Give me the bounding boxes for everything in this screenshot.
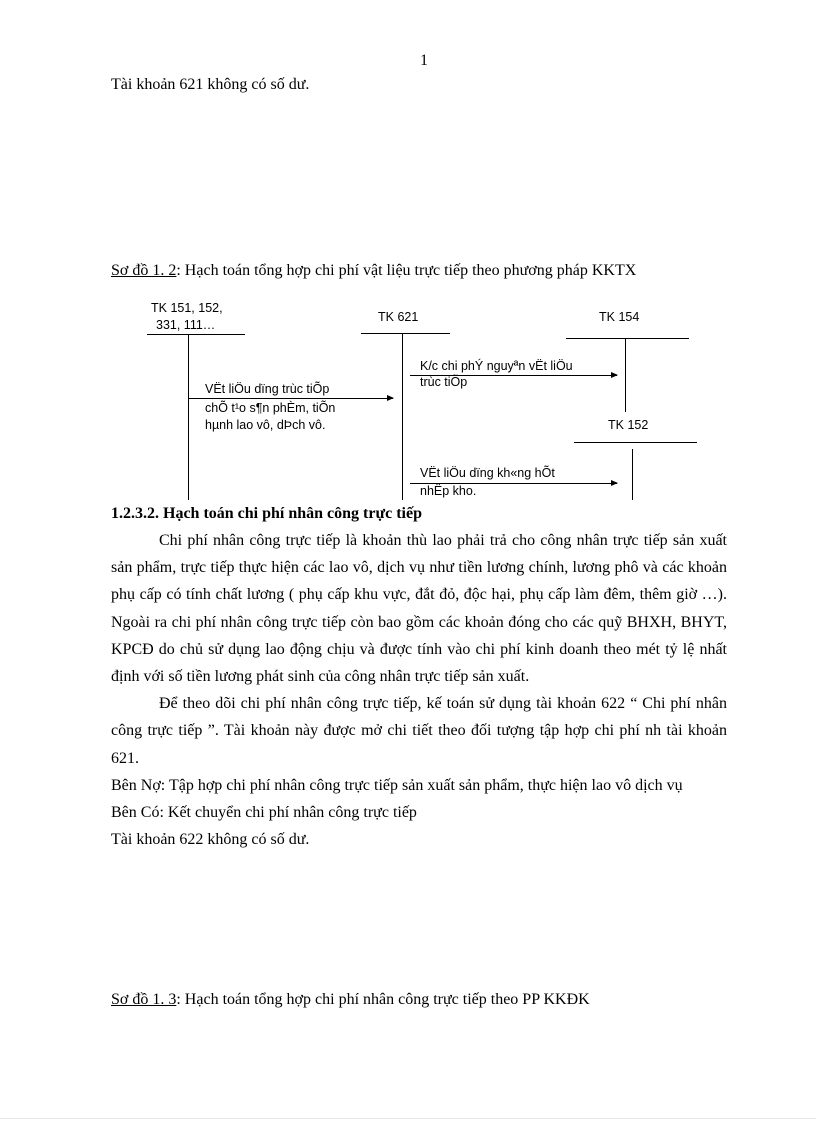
tk151-label-line2: 331, 111… xyxy=(156,318,216,332)
page-number: 1 xyxy=(420,52,428,69)
tk621-balance-line: Tài khoản 621 không có số dư. xyxy=(111,76,310,93)
tk151-top-rule xyxy=(147,334,245,335)
ben-no-line: Bên Nợ: Tập hợp chi phí nhân công trực tiếp sản xuất sản phẩm, thực hiện lao vô dịch vụ xyxy=(111,776,683,794)
diagram2-caption xyxy=(111,991,590,1009)
section-heading: 1.2.3.2. Hạch toán chi phí nhân công trực tiếp xyxy=(111,505,426,523)
tk152-vertical-rule xyxy=(632,449,633,500)
arrow1-label-line2: chÕ t¹o s¶n phÈm, tiÕn xyxy=(205,401,336,415)
tk621-vertical-rule xyxy=(402,333,403,500)
page-bottom-edge xyxy=(0,1118,816,1119)
arrow1-label-line1: VËt liÖu dïng trùc tiÕp xyxy=(205,382,330,396)
diagram2-caption-text: : Hạch toán tổng hợp chi phí nhân công trực tiếp theo PP KKĐK xyxy=(176,991,590,1008)
diagram1-caption-label: Sơ đồ 1. 2 xyxy=(111,262,177,279)
arrow3-label-line1: VËt liÖu dïng kh«ng hÕt xyxy=(420,466,555,480)
paragraph-2: Để theo dõi chi phí nhân công trực tiếp, kế toán sử dụng tài khoản 622 “ Chi phí nhân công trực tiếp ”. Tài khoản này được mở chi tiết theo đối tượng tập hợp chi phí nh tài khoản 621. xyxy=(111,695,727,767)
arrow2-label-line1: K/c chi phÝ nguyªn vËt liÖu xyxy=(420,359,573,373)
arrow1-label-line3: hµnh lao vô, dÞch vô. xyxy=(205,418,326,432)
body-text xyxy=(111,527,727,853)
diagram1-caption xyxy=(111,262,636,280)
diagram2-caption-label: Sơ đồ 1. 3 xyxy=(111,991,177,1008)
arrow2-label-line2-clip xyxy=(420,375,480,389)
paragraph-1: Chi phí nhân công trực tiếp là khoản thù lao phải trả cho công nhân trực tiếp sản xuất sản phẩm, trực tiếp thực hiện các lao vô, dịch vụ như tiền lương chính, lương phô và các khoản phụ cấp có tính chất lương ( phụ cấp khu vực, đắt đỏ, độc hại, phụ cấp làm đêm, thêm giờ …). Ngoài ra chi phí nhân công trực tiếp còn bao gồm các khoản đóng cho các quỹ BHXH, BHYT, KPCĐ do chủ sử dụng lao động chịu và được tính vào chi phí kinh doanh theo mét tỷ lệ nhất định với số tiền lương phát sinh của công nhân trực tiếp sản xuất. xyxy=(111,532,727,686)
tk154-top-rule xyxy=(566,338,689,339)
arrow1 xyxy=(189,398,393,399)
tk151-label-line1: TK 151, 152, xyxy=(151,301,223,315)
tk621-top-rule xyxy=(361,333,450,334)
tk154-vertical-rule xyxy=(625,338,626,412)
tk621-label: TK 621 xyxy=(378,310,419,324)
tk152-label: TK 152 xyxy=(608,418,649,432)
arrow2-label-line2: trùc tiÕp xyxy=(420,375,468,389)
diagram1-caption-text: : Hạch toán tổng hợp chi phí vật liệu trực tiếp theo phương pháp KKTX xyxy=(176,262,637,279)
tk151-vertical-rule xyxy=(188,334,189,500)
tk152-top-rule xyxy=(574,442,697,443)
arrow3-label-line2: nhËp kho. xyxy=(420,484,477,498)
ben-co-line: Bên Có: Kết chuyển chi phí nhân công trực tiếp xyxy=(111,804,417,822)
tk154-label: TK 154 xyxy=(599,310,640,324)
tk622-balance-line: Tài khoản 622 không có số dư. xyxy=(111,831,310,849)
